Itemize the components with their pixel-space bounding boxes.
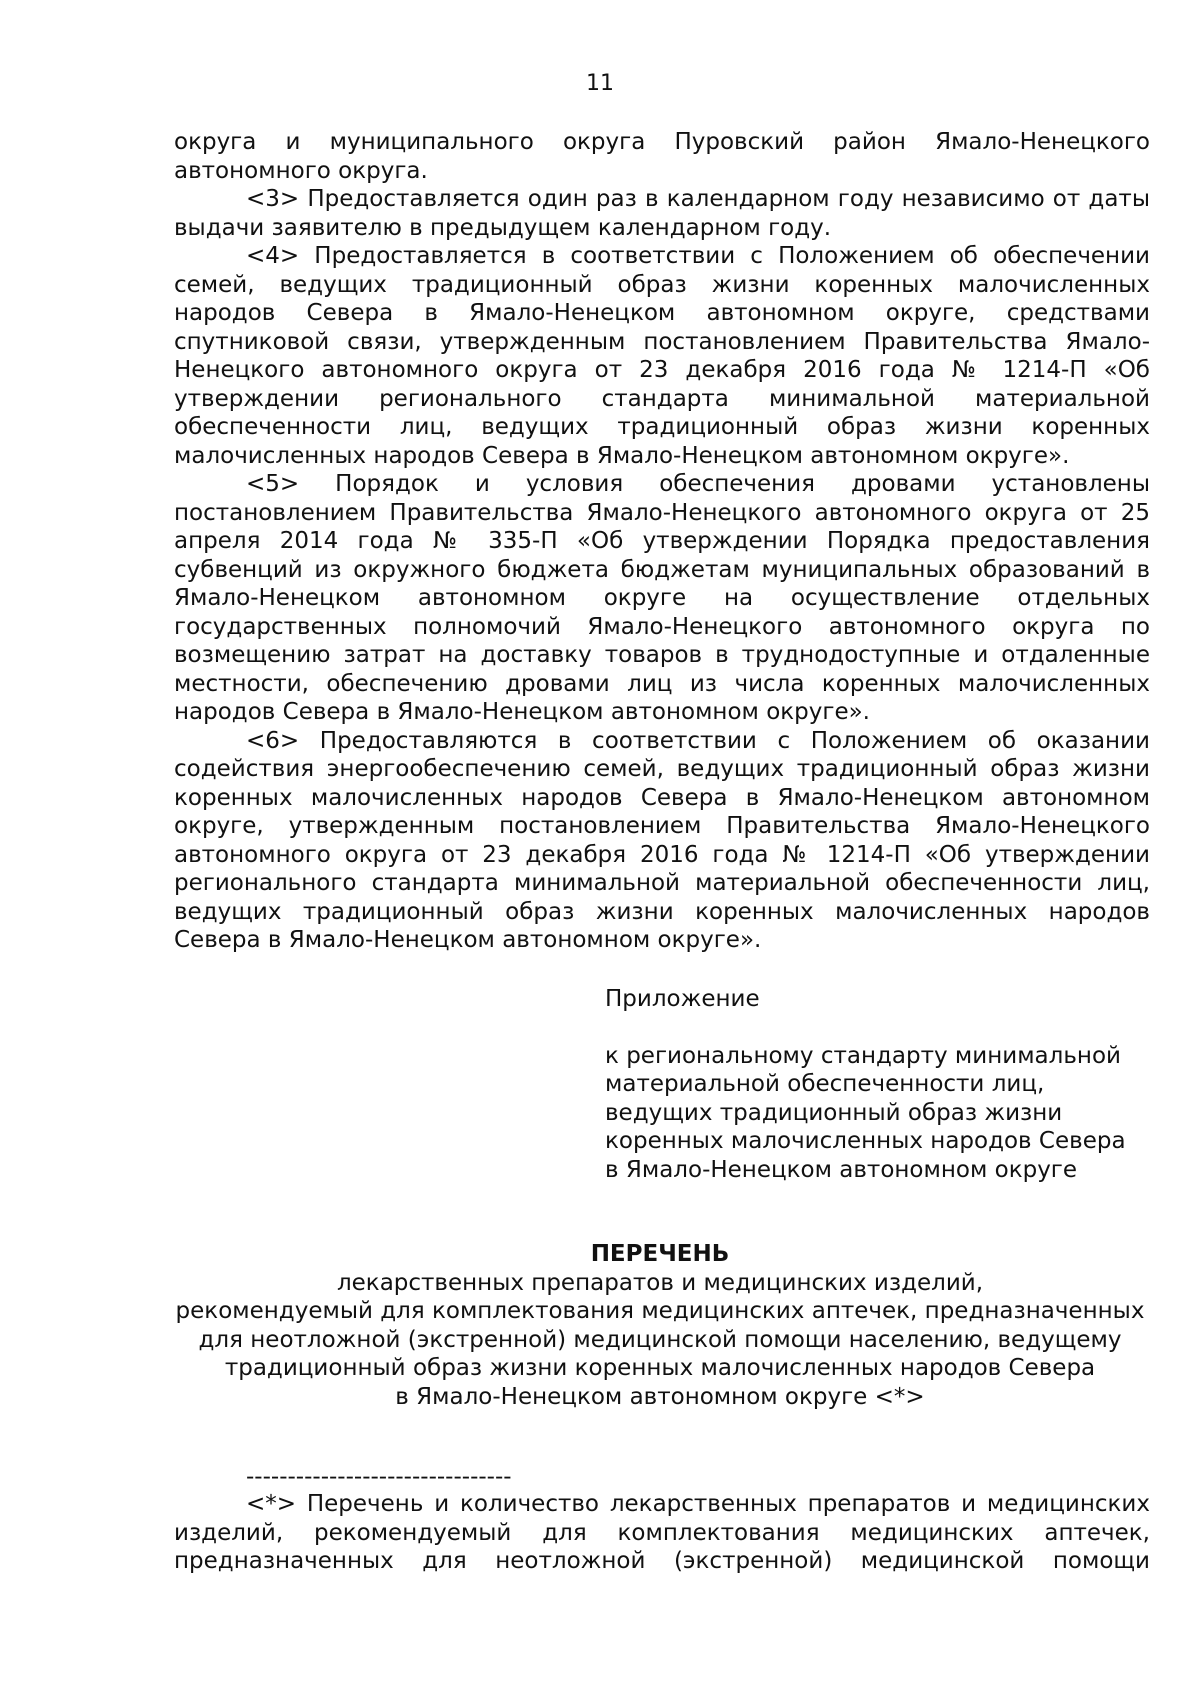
- appendix-title: Приложение: [605, 986, 760, 1012]
- body-text: [174, 128, 1150, 955]
- list-subtitle-line: традиционный образ жизни коренных малочисленных народов Севера: [224, 1355, 1096, 1381]
- footnote-text: <*> Перечень и количество лекарственных препаратов и медицинских изделий, рекомендуемый для комплектования медицинских аптечек, предназначенных для неотложной (экстренной) медицинской помощи: [174, 1491, 1150, 1574]
- paragraph-continuation: округа и муниципального округа Пуровский район Ямало-Ненецкого автономного округа.: [174, 129, 1150, 184]
- list-heading: [150, 1240, 1170, 1411]
- footnote-block: [174, 1490, 1150, 1576]
- list-subtitle-line: в Ямало-Ненецком автономном округе <*>: [395, 1383, 925, 1410]
- appendix-reference-line: в Ямало-Ненецком автономном округе: [605, 1156, 1078, 1183]
- footnote-3-paragraph: <3> Предоставляется один раз в календарном году независимо от даты выдачи заявителю в предыдущем календарном году.: [174, 186, 1150, 241]
- footnote-5-paragraph: <5> Порядок и условия обеспечения дровами установлены постановлением Правительства Ямало-Ненецкого автономного округа от 25 апреля 2014 года № 335-П «Об утверждении Порядка предоставления субвенций из окружного бюджета бюджетам муниципальных образований в Ямало-Ненецком автономном округе на осуществление отдельных государственных полномочий Ямало-Ненецкого автономного округа по возмещению затрат на доставку товаров в труднодоступные и отдаленные местности, обеспечению дровами лиц из числа коренных малочисленных народов Севера в Ямало-Ненецком автономном округе».: [174, 471, 1150, 725]
- footnote-6-paragraph: <6> Предоставляются в соответствии с Положением об оказании содействия энергообеспечению семей, ведущих традиционный образ жизни коренных малочисленных народов Севера в Ямало-Ненецком автономном округе, утвержденным постановлением Правительства Ямало-Ненецкого автономного округа от 23 декабря 2016 года № 1214-П «Об утверждении регионального стандарта минимальной материальной обеспеченности лиц, ведущих традиционный образ жизни коренных малочисленных народов Севера в Ямало-Ненецком автономном округе».: [174, 727, 1150, 953]
- appendix-reference-line: ведущих традиционный образ жизни: [605, 1099, 1063, 1126]
- list-subtitle-line: для неотложной (экстренной) медицинской помощи населению, ведущему: [198, 1326, 1122, 1353]
- list-subtitle-line: рекомендуемый для комплектования медицинских аптечек, предназначенных: [175, 1298, 1145, 1324]
- footnote-4-paragraph: <4> Предоставляется в соответствии с Положением об обеспечении семей, ведущих традиционный образ жизни коренных малочисленных народов Севера в Ямало-Ненецком автономном округе, средствами спутниковой связи, утвержденным постановлением Правительства Ямало-Ненецкого автономного округа от 23 декабря 2016 года № 1214-П «Об утверждении регионального стандарта минимальной материальной обеспеченности лиц, ведущих традиционный образ жизни коренных малочисленных народов Севера в Ямало-Ненецком автономном округе».: [174, 243, 1150, 469]
- list-subtitle-line: лекарственных препаратов и медицинских изделий,: [336, 1269, 984, 1296]
- page-number: 11: [586, 71, 614, 96]
- footnote-separator: --------------------------------: [246, 1464, 512, 1490]
- appendix-reference-line: к региональному стандарту минимальной: [605, 1042, 1121, 1069]
- list-title: ПЕРЕЧЕНЬ: [590, 1241, 730, 1267]
- appendix-block: [605, 985, 1165, 1184]
- appendix-reference-line: материальной обеспеченности лиц,: [605, 1071, 1045, 1097]
- appendix-reference-line: коренных малочисленных народов Севера: [605, 1128, 1126, 1154]
